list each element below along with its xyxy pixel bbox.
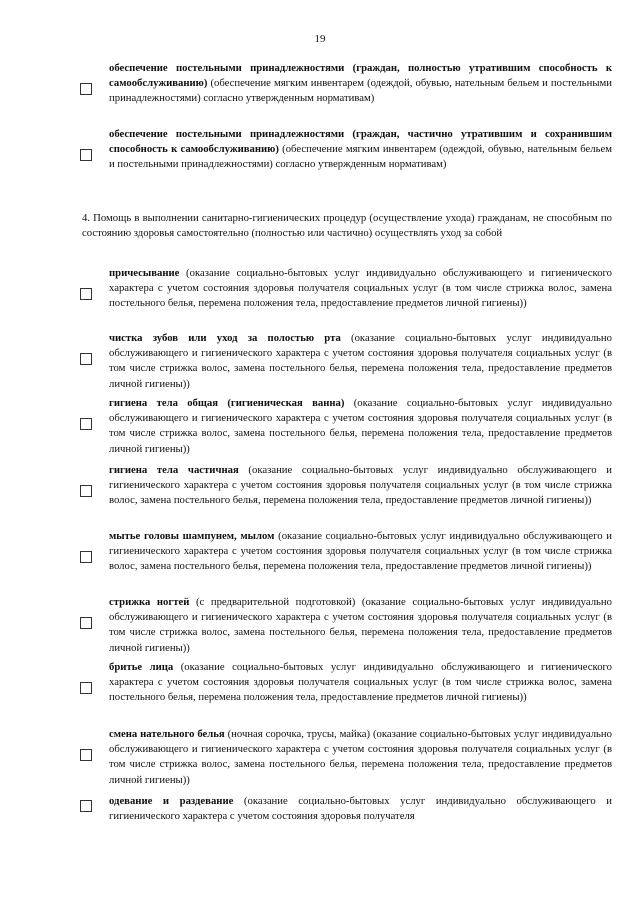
service-text	[109, 529, 612, 575]
service-description: (оказание социально-бытовых услуг индивидуально обслуживающего и гигиенического характера с учетом состояния здоровья получателя социальных услуг (в том числе стрижка волос, замена постельного белья, перемена положения тела, предоставление предметов личной гигиены))	[109, 530, 612, 573]
service-checkbox[interactable]	[80, 83, 92, 95]
service-description: (оказание социально-бытовых услуг индивидуально обслуживающего и гигиенического характера с учетом состояния здоровья получателя социальных услуг (в том числе стрижка волос, замена постельного белья, перемена положения тела, предоставление предметов личной гигиены))	[109, 661, 612, 704]
service-title: смена нательного белья	[109, 728, 225, 740]
service-checkbox[interactable]	[80, 749, 92, 761]
service-checkbox[interactable]	[80, 682, 92, 694]
service-description: (обеспечение мягким инвентарем (одеждой, обувью, нательным бельем и постельными принадлежностями) согласно утвержденным нормативам)	[109, 77, 612, 105]
service-title: обеспечение постельными принадлежностями (граждан, полностью утратившим способность к самообслуживанию)	[109, 62, 612, 90]
service-checkbox[interactable]	[80, 485, 92, 497]
service-title: мытье головы шампунем, мылом	[109, 530, 275, 542]
service-description: (обеспечение мягким инвентарем (одеждой, обувью, нательным бельем и постельными принадлежностями) согласно утвержденным нормативам)	[109, 143, 612, 171]
page-number: 19	[314, 33, 326, 45]
service-title: одевание и раздевание	[109, 795, 234, 807]
service-checkbox[interactable]	[80, 288, 92, 300]
service-title: гигиена тела общая (гигиеническая ванна)	[109, 397, 345, 409]
service-description: (оказание социально-бытовых услуг индивидуально обслуживающего и гигиенического характера с учетом состояния здоровья получателя социальных услуг (в том числе стрижка волос, замена постельного белья, перемена положения тела, предоставление предметов личной гигиены))	[109, 332, 612, 390]
service-description: (оказание социально-бытовых услуг индивидуально обслуживающего и гигиенического характера с учетом состояния здоровья получателя	[109, 795, 613, 823]
service-text	[109, 127, 612, 173]
service-checkbox[interactable]	[80, 800, 92, 812]
service-description: (оказание социально-бытовых услуг индивидуально обслуживающего и гигиенического характера с учетом состояния здоровья получателя социальных услуг (в том числе стрижка волос, замена постельного белья, перемена положения тела, предоставление предметов личной гигиены))	[109, 267, 612, 310]
service-title: стрижка ногтей	[109, 596, 190, 608]
service-title: обеспечение постельными принадлежностями (граждан, частично утратившим и сохранившим способность к самообслуживанию)	[109, 128, 612, 156]
service-checkbox[interactable]	[80, 353, 92, 365]
service-description: (оказание социально-бытовых услуг индивидуально обслуживающего и гигиенического характера с учетом состояния здоровья получателя социальных услуг (в том числе стрижка волос, замена постельного белья, перемена положения тела, предоставление предметов личной гигиены))	[109, 464, 613, 507]
service-text	[109, 61, 612, 107]
service-text	[109, 463, 612, 509]
section-4-heading: 4. Помощь в выполнении санитарно-гигиенических процедур (осуществление ухода) гражданам, не способным по состоянию здоровья самостоятельно (полностью или частично) осуществлять уход за собой	[82, 212, 612, 240]
service-text	[109, 396, 612, 457]
service-description: (с предварительной подготовкой) (оказание социально-бытовых услуг индивидуально обслуживающего и гигиенического характера с учетом состояния здоровья получателя социальных услуг (в том числе стрижка волос, замена постельного белья, перемена положения тела, предоставление предметов личной гигиены))	[109, 596, 612, 654]
service-text	[109, 794, 612, 824]
service-text	[109, 595, 612, 656]
service-text	[109, 727, 612, 788]
service-title: причесывание	[109, 267, 180, 279]
service-title: бритье лица	[109, 661, 174, 673]
service-checkbox[interactable]	[80, 617, 92, 629]
service-checkbox[interactable]	[80, 418, 92, 430]
service-text	[109, 660, 612, 706]
service-text	[109, 266, 612, 312]
service-title: гигиена тела частичная	[109, 464, 239, 476]
service-checkbox[interactable]	[80, 149, 92, 161]
service-description: (ночная сорочка, трусы, майка) (оказание социально-бытовых услуг индивидуально обслуживающего и гигиенического характера с учетом состояния здоровья получателя социальных услуг (в том числе стрижка волос, замена постельного белья, перемена положения тела, предоставление предметов личной гигиены))	[109, 728, 612, 786]
service-text	[109, 331, 612, 392]
service-checkbox[interactable]	[80, 551, 92, 563]
service-description: (оказание социально-бытовых услуг индивидуально обслуживающего и гигиенического характера с учетом состояния здоровья получателя социальных услуг (в том числе стрижка волос, замена постельного белья, перемена положения тела, предоставление предметов личной гигиены))	[109, 397, 612, 455]
service-title: чистка зубов или уход за полостью рта	[109, 332, 341, 344]
